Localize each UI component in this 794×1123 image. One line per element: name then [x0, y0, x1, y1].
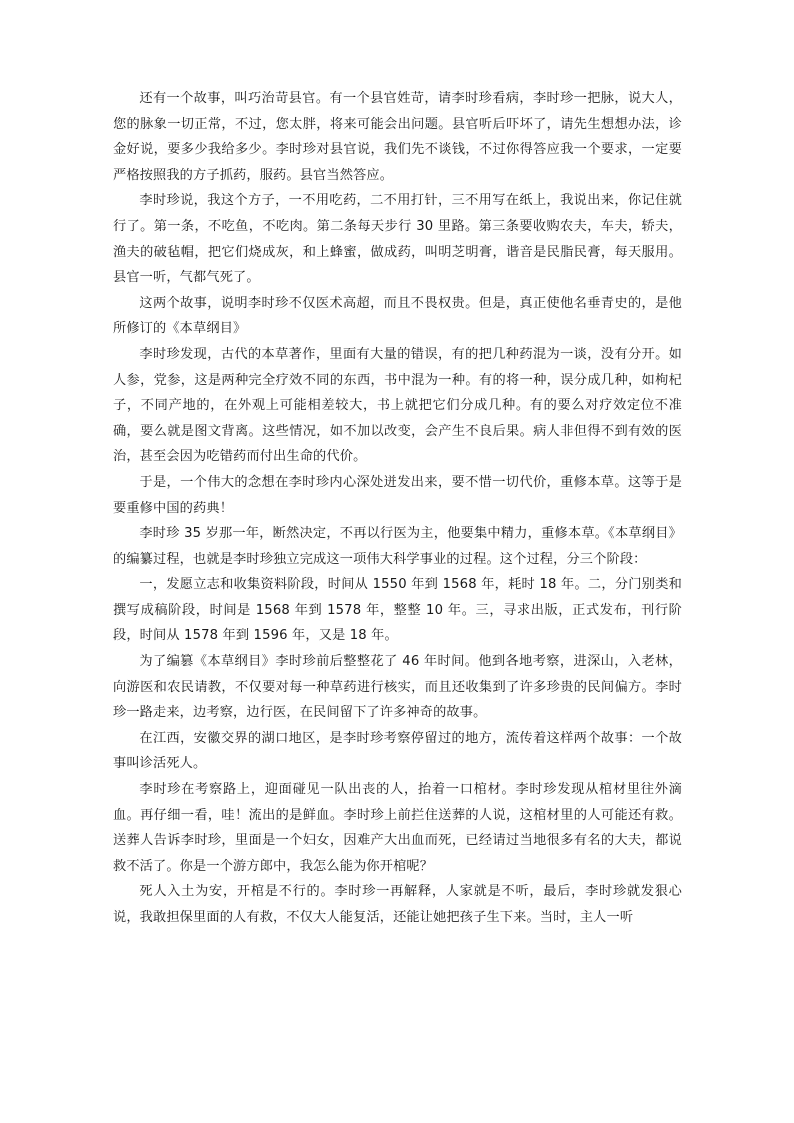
paragraph-decision-at-35: 李时珍 35 岁那一年，断然决定，不再以行医为主，他要集中精力，重修本草。《本草纲目》的编纂过程，也就是李时珍独立完成这一项伟大科学事业的过程。这个过程，分三个阶段： [113, 526, 682, 567]
paragraph-funeral-procession: 李时珍在考察路上，迎面碰见一队出丧的人，抬着一口棺材。李时珍发现从棺材里往外滴血。再仔细一看，哇！流出的是鲜血。李时珍上前拦住送葬的人说，这棺材里的人可能还有救。送葬人告诉李时珍，里面是一个妇女，因难产大出血而死，已经请过当地很多有名的大夫，都说救不活了。你是一个游方郎中，我怎么能为你开棺呢？ [113, 782, 682, 874]
paragraph-story-county-official: 还有一个故事，叫巧治苛县官。有一个县官姓苛，请李时珍看病，李时珍一把脉，说大人，您的脉象一切正常，不过，您太胖，将来可能会出问题。县官听后吓坏了，请先生想想办法，诊金好说，要多少我给多少。李时珍对县官说，我们先不谈钱，不过你得答应我一个要求，一定要严格按照我的方子抓药，服药。县官当然答应。 [113, 91, 682, 183]
paragraph-46-years: 为了编篡《本草纲目》李时珍前后整整花了 46 年时间。他到各地考察，进深山，入老林，向游医和农民请教，不仅要对每一种草药进行核实，而且还收集到了许多珍贵的民间偏方。李时珍一路走来，边考察，边行医，在民间留下了许多神奇的故事。 [113, 654, 682, 721]
paragraph-prescription: 李时珍说，我这个方子，一不用吃药，二不用打针，三不用写在纸上，我说出来，你记住就行了。第一条，不吃鱼，不吃肉。第二条每天步行 30 里路。第三条要收购农夫，车夫，轿夫，渔夫的破毡帽，把它们烧成灰，和上蜂蜜，做成药，叫明芝明膏，谐音是民脂民膏，每天服用。县官一听，气都气死了。 [113, 193, 682, 286]
paragraph-three-stages: 一，发愿立志和收集资料阶段，时间从 1550 年到 1568 年，耗时 18 年。二，分门别类和撰写成稿阶段，时间是 1568 年到 1578 年，整整 10 年。三，寻求出版，正式发布，刊行阶段，时间从 1578 年到 1596 年，又是 18 年。 [113, 577, 682, 644]
paragraph-two-stories-summary: 这两个故事，说明李时珍不仅医术高超，而且不畏权贵。但是，真正使他名垂青史的，是他所修订的《本草纲目》 [113, 295, 682, 337]
document-page [113, 86, 682, 931]
paragraph-great-idea: 于是，一个伟大的念想在李时珍内心深处迸发出来，要不惜一切代价，重修本草。这等于是要重修中国的药典！ [113, 474, 682, 516]
paragraph-open-coffin: 死人入土为安，开棺是不行的。李时珍一再解释，人家就是不听，最后，李时珍就发狠心说，我敢担保里面的人有救，不仅大人能复活，还能让她把孩子生下来。当时，主人一听 [113, 884, 682, 925]
paragraph-errors-in-herbals: 李时珍发现，古代的本草著作，里面有大量的错误，有的把几种药混为一谈，没有分开。如人参，党参，这是两种完全疗效不同的东西，书中混为一种。有的将一种，误分成几种，如枸杞子，不同产地的，在外观上可能相差较大，书上就把它们分成几种。有的要么对疗效定位不准确，要么就是图文背离。这些情况，如不加以改变，会产生不良后果。病人非但得不到有效的医治，甚至会因为吃错药而付出生命的代价。 [113, 346, 682, 465]
paragraph-hukou-region: 在江西，安徽交界的湖口地区，是李时珍考察停留过的地方，流传着这样两个故事：一个故事叫诊活死人。 [113, 730, 682, 772]
